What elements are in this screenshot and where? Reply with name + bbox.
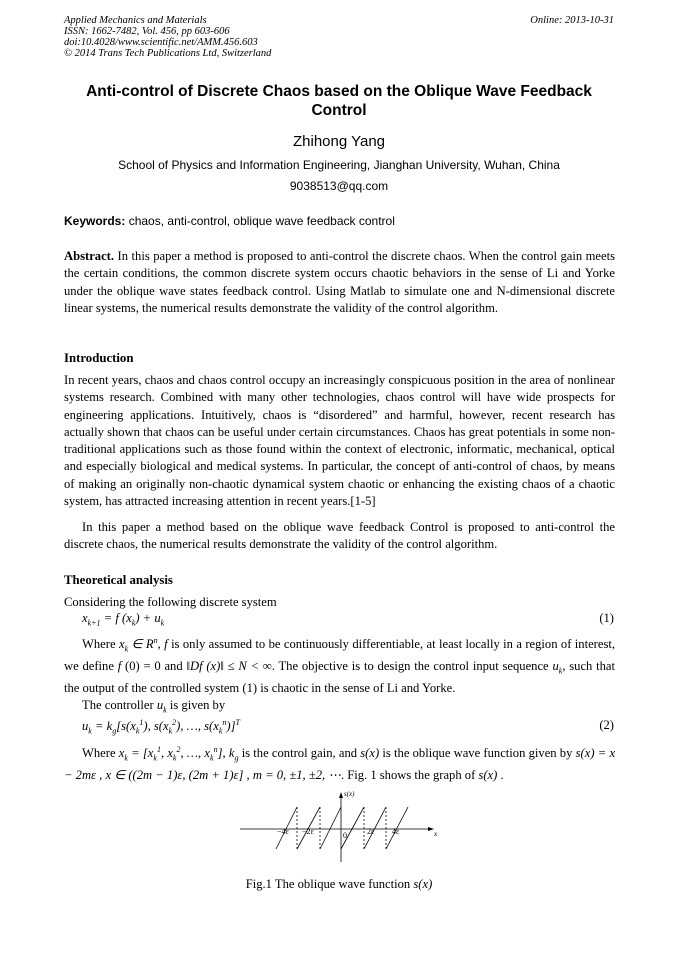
abstract: [64, 248, 615, 317]
theory-intro: Considering the following discrete system: [64, 595, 277, 609]
controller-line: [64, 697, 615, 719]
math-xk-in-rn: $x_k$ ∈ $R^n$: [118, 636, 158, 654]
title-line-1: Anti-control of Discrete Chaos based on the Oblique Wave Feedback: [86, 83, 592, 100]
where1-c: and: [164, 659, 183, 673]
figure-caption-text: Fig.1 The oblique wave function: [245, 877, 411, 891]
tick-label-minus-2eps: −2ε: [302, 827, 314, 836]
y-axis-label: s(x): [344, 790, 355, 798]
controller-a: The controller: [82, 698, 154, 712]
wave-segment: [341, 807, 364, 849]
where2-a: Where: [82, 746, 116, 761]
math-m-values: m = 0, ±1, ±2, ⋯: [252, 768, 341, 782]
math-xk-vector: $x_k = [x_k^1$, $x_k^2$, …, $x_k^n$]: [118, 745, 223, 763]
equation-2: $u_k = k_g[s(x_k^1)$, $s(x_k^2)$, …, $s(x_k^n)]^T$: [82, 718, 240, 736]
where-paragraph-2: Where $x_k = [x_k^1$, $x_k^2$, …, $x_k^n$], $k_g$ is the control gain, and s(x) is the oblique wave function given by s(x) = x − 2mε , x ∈ ((2m − 1)ε, (2m + 1)ε] , m = 0, ±1, ±2, ⋯. Fig. 1 shows the graph of s(x) .: [64, 745, 616, 782]
math-uk: $u_k$: [552, 659, 563, 676]
math-f: f: [164, 637, 168, 652]
origin-label: 0: [343, 831, 347, 840]
math-df-norm: ‖Df (x)‖ ≤ N < ∞: [186, 659, 272, 673]
math-x-range: x ∈ ((2m − 1)ε, (2m + 1)ε]: [105, 768, 244, 782]
theory-heading: Theoretical analysis: [64, 573, 173, 587]
math-uk-2: $u_k$: [156, 698, 167, 715]
figure-caption: [64, 877, 614, 892]
tick-label-minus-4eps: −4ε: [277, 827, 289, 836]
where1-b: is only assumed to be continuously differentiable, at least locally in a region of interest, we define: [64, 637, 616, 673]
x-axis-label: x: [434, 830, 438, 838]
abstract-label: Abstract.: [64, 249, 115, 263]
journal-header: [64, 15, 271, 59]
title-line-2: Control: [311, 102, 367, 119]
keywords-label: Keywords:: [64, 214, 126, 228]
equation-2-number: (2): [599, 718, 614, 732]
math-sx: s(x): [360, 746, 380, 761]
doi-line: doi:10.4028/www.scientific.net/AMM.456.603: [64, 37, 258, 48]
intro-paragraph-2: In this paper a method based on the oblique wave feedback Control is proposed to anti-control the discrete chaos, the numerical results demonstrate the validity of the control algorithm.: [64, 520, 615, 552]
copyright-line: © 2014 Trans Tech Publications Ltd, Switzerland: [64, 48, 272, 59]
intro-heading: Introduction: [64, 351, 134, 365]
y-axis-arrow: [339, 792, 343, 798]
equation-1-number: (1): [599, 611, 614, 625]
math-f0: f: [117, 659, 122, 673]
controller-b: is given by: [169, 698, 226, 712]
where2-c: is the oblique wave function given by: [382, 746, 573, 761]
equation-1: $x_{k+1} = f$ $(x_k) + u_k$: [82, 611, 165, 628]
math-sx-caption: s(x): [413, 877, 433, 891]
issn-line: ISSN: 1662-7482, Vol. 456, pp 603-606: [64, 26, 230, 37]
where1-d: . The objective is to design the control input sequence: [271, 659, 549, 673]
keywords-line: [64, 214, 614, 228]
math-kg: $k_g$: [228, 746, 239, 763]
where2-d: . Fig. 1 shows the graph of: [340, 768, 476, 782]
wave-segment: [320, 807, 341, 849]
journal-name: Applied Mechanics and Materials: [64, 15, 207, 26]
tick-label-2eps: 2ε: [367, 827, 375, 836]
intro-paragraph-1: In recent years, chaos and chaos control occupy an increasingly conspicuous position in the area of nonlinear systems research. Combined with many other technologies, chaos control will have wide prospects for engineering applications. Intuitively, chaos is “disordered” and harmful, however, recent research has actually shown that chaos can be useful under certain circumstances. Chaos has great potentials in some non-traditional applications such as those found within the context of electronic, informatic, mechanical, optical and especially biological and medical systems. In particular, the concept of anti-control of chaos, by means of making an originally non-chaotic dynamical system chaotic or enhancing the existing chaos of a chaotic system, has attracted increasing attention in recent years.[1-5]: [64, 373, 615, 509]
affiliation: School of Physics and Information Engineering, Jianghan University, Wuhan, China: [118, 158, 560, 172]
where1-e: , such that the output of the controlled system (1) is chaotic in the sense of Li and Yorke.: [64, 659, 615, 695]
where-paragraph-1: Where $x_k$ ∈ $R^n$, f is only assumed to be continuously differentiable, at least locally in a region of interest, we define f (0) = 0 and ‖Df (x)‖ ≤ N < ∞. The objective is to design the control input sequence $u_k$, such that the output of the controlled system (1) is chaotic in the sense of Li and Yorke.: [64, 636, 616, 695]
keywords-text: chaos, anti-control, oblique wave feedback control: [128, 214, 395, 228]
author-email: 9038513@qq.com: [289, 179, 389, 193]
tick-label-4eps: 4ε: [392, 827, 400, 836]
where1-a: Where: [82, 637, 116, 652]
where2-b: is the control gain, and: [241, 746, 358, 761]
paper-title: [64, 82, 614, 120]
abstract-text: In this paper a method is proposed to anti-control the discrete chaos. When the control gain meets the certain conditions, the common discrete system occurs chaotic behaviors in the sense of Li and Yorke under the oblique wave states feedback control. Using Matlab to simulate one and N-dimensional discrete linear systems, the numerical results demonstrate the validity of the control algorithm.: [64, 249, 615, 315]
online-date: Online: 2013-10-31: [530, 15, 614, 26]
math-sx-2: s(x): [478, 768, 498, 782]
math-s-def: s(x) = x − 2mε: [64, 746, 616, 782]
oblique-wave-figure: [236, 786, 442, 866]
author-name: Zhihong Yang: [292, 133, 386, 150]
